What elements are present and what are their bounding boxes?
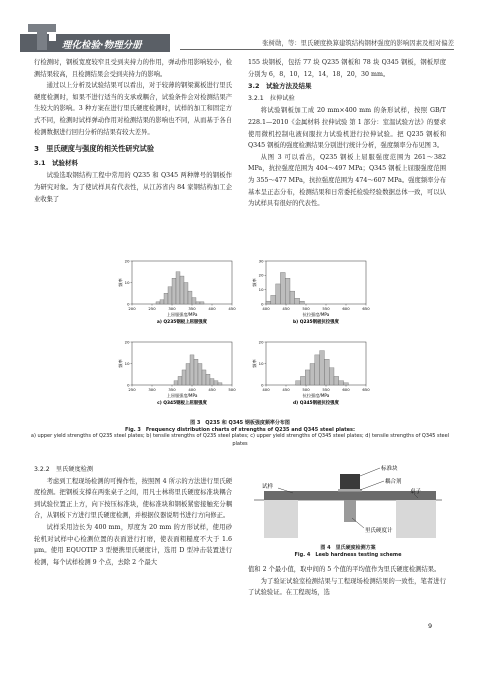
x-tick-label: 650 <box>362 387 370 392</box>
figure-4-diagram <box>248 460 448 542</box>
x-tick-label: 550 <box>322 387 330 392</box>
histogram-bar <box>324 359 329 385</box>
histogram-bar <box>206 374 210 385</box>
histogram-bar <box>334 376 339 385</box>
histogram-bar <box>296 381 301 385</box>
header-logo-t-icon <box>26 22 58 52</box>
histogram-bar <box>198 364 202 386</box>
histogram-bar <box>320 351 325 385</box>
x-tick-label: 400 <box>262 306 270 311</box>
x-tick-label: 250 <box>148 306 156 311</box>
paragraph: 试样采用边长为 400 mm，厚度为 20 mm 的方形试样，使用砂轮机对试样中心检测位置的表面进行打磨，使表面粗糙度不大于 1.6 μm。使用 EQUOTIP 3 型便携里氏硬度计，选用 D 型冲击装置进行检测，每个试样检测 9 个点，去除 2 个最大 <box>34 523 232 566</box>
label-couplant: 耦合剂 <box>385 479 402 485</box>
histogram-bar <box>172 278 176 304</box>
label-leeb-tester: 里氏硬度计 <box>365 528 393 534</box>
paragraph: 从图 3 可以看出，Q235 钢板上屈服强度范围为 261～382 MPa，抗拉强度范围为 404～497 MPa；Q345 钢板上屈服强度范围为 355～477 MPa，抗拉强度范围为 474～607 MPa。强度频率分布基本呈正态分布，检测结果和日常委托检验经验数据总体一致，可以认为试样具有很好的代表性。 <box>248 153 446 208</box>
histogram-bar <box>188 291 192 304</box>
histogram-bar <box>218 383 222 385</box>
histogram-a <box>118 257 238 333</box>
x-axis-label: 上屈服强度/MPa <box>166 393 198 398</box>
couplant-layer <box>338 489 362 492</box>
section-3-1-heading: 3.1 试验材料 <box>34 158 79 167</box>
y-tick-label: 0 <box>261 301 264 307</box>
histogram-bar <box>164 293 168 304</box>
histogram-bar <box>300 376 305 385</box>
x-tick-label: 450 <box>282 306 290 311</box>
paragraph: 通过以上分析及试验结果可以看出，对于较薄的钢梁翼板进行里氏硬度检测时，如果不进行适当的支承或耦合，试验条件会对检测结果产生较大的影响。3 种方案在进行里氏硬度检测时，试样的加工和固定方式不同，检测时试样弹动作用对检测结果的影响也不同，从而基于各自检测数据进行回归分析的结果有较大差异。 <box>34 82 232 136</box>
x-tick-label: 450 <box>228 306 236 311</box>
y-tick-label: 10 <box>258 360 264 366</box>
x-tick-label: 400 <box>262 387 270 392</box>
paragraph: 行检测时，钢板宽度较窄且受到夹持力的作用，弹动作用影响较小，检测结果较高，且检测结果会受到夹持力的影响。 <box>34 59 232 78</box>
paragraph: 试验选取钢结构工程中常用的 Q235 和 Q345 两种牌号的钢板作为研究对象。为了使试样具有代表性，从江苏省内 84 家钢结构加工企业收集了 <box>34 172 232 203</box>
y-tick-label: 10 <box>258 286 264 292</box>
histogram-bar <box>344 383 349 385</box>
y-tick-label: 20 <box>258 339 264 345</box>
y-axis-label: 频率 <box>118 278 123 287</box>
x-tick-label: 600 <box>342 306 350 311</box>
histogram-bar <box>190 355 194 385</box>
x-tick-label: 300 <box>148 387 156 392</box>
histogram-bar <box>178 376 182 385</box>
chart-subtitle: a) Q235钢板上屈服强度 <box>156 320 208 325</box>
header-rule <box>180 49 454 50</box>
header-bar <box>0 34 480 52</box>
histogram-bar <box>271 295 276 304</box>
y-tick-label: 30 <box>258 258 264 264</box>
left-column <box>34 57 232 205</box>
y-tick-label: 20 <box>124 258 130 264</box>
paragraph: 155 块钢板，包括 77 块 Q235 钢板和 78 块 Q345 钢板，钢板厚度分别为 6，8，10，12，14，18，20，30 mm。 <box>248 59 446 78</box>
chart-subtitle: c) Q345钢板上屈服强度 <box>157 401 207 406</box>
x-tick-label: 500 <box>302 387 310 392</box>
x-tick-label: 350 <box>168 387 176 392</box>
x-tick-label: 500 <box>302 306 310 311</box>
histogram-b <box>252 257 372 333</box>
y-axis-label: 频率 <box>118 359 123 368</box>
histogram-bar <box>194 359 198 385</box>
histogram-bar <box>210 379 214 385</box>
histogram-bar <box>305 370 310 385</box>
section-3-2-heading: 3.2 试验方法及结果 <box>248 82 312 91</box>
chart-subtitle: b) Q235钢板抗拉强度 <box>293 320 339 325</box>
histogram-bar <box>156 302 160 304</box>
y-tick-label: 0 <box>127 301 130 307</box>
histogram-bar <box>300 301 305 304</box>
y-axis-label: 频率 <box>252 359 257 368</box>
histogram-bar <box>180 276 184 304</box>
histogram-d <box>252 338 372 414</box>
histogram-bar <box>290 291 295 304</box>
histogram-bar <box>280 272 285 304</box>
leeb-tester <box>344 500 356 522</box>
histogram-bar <box>192 298 196 304</box>
x-tick-label: 650 <box>362 306 370 311</box>
y-tick-label: 20 <box>124 339 130 345</box>
x-tick-label: 600 <box>342 387 350 392</box>
header-logo-text: 理化检验·物理分册 <box>62 40 142 51</box>
y-tick-label: 10 <box>124 279 130 285</box>
histogram-bar <box>184 283 188 305</box>
x-tick-label: 300 <box>168 306 176 311</box>
histogram-bar <box>174 381 178 385</box>
histogram-bar <box>276 284 281 304</box>
x-tick-label: 450 <box>282 387 290 392</box>
x-tick-label: 400 <box>208 306 216 311</box>
histogram-bar <box>176 272 180 304</box>
x-tick-label: 250 <box>128 387 136 392</box>
histogram-bar <box>200 302 204 304</box>
histogram-bar <box>186 364 190 386</box>
x-tick-label: 450 <box>208 387 216 392</box>
histogram-bar <box>310 364 315 386</box>
y-tick-label: 10 <box>124 360 130 366</box>
histogram-bar <box>160 300 164 304</box>
histogram-bar <box>196 302 200 304</box>
page-number: 9 <box>428 622 433 630</box>
x-tick-label: 200 <box>128 306 136 311</box>
y-tick-label: 0 <box>261 382 264 388</box>
running-title: 张树勋，等：里氏硬度换算建筑结构钢材强度的影响因素及相对偏差 <box>262 39 454 47</box>
label-sample: 试样 <box>262 484 274 490</box>
histogram-bar <box>182 370 186 385</box>
figure-4-caption <box>248 544 448 558</box>
table-left <box>264 500 298 538</box>
figure-3-caption <box>30 419 450 448</box>
bottom-left-column <box>34 464 232 568</box>
figure-4-caption-en: Fig. 4 Leeb hardness testing scheme <box>294 552 402 558</box>
x-axis-label: 抗拉强度/MPa <box>302 312 330 317</box>
figure-3-caption-cn: 图 3 Q235 和 Q345 钢板强度频率分布图 <box>190 420 290 426</box>
y-axis-label: 频率 <box>252 278 257 287</box>
paragraph: 值和 2 个最小值，取中间的 5 个值的平均值作为里氏硬度检测结果。 <box>248 566 441 573</box>
section-3-heading: 3 里氏硬度与强度的相关性研究试验 <box>34 144 155 154</box>
label-table: 桌子 <box>410 489 422 495</box>
paragraph: 为了验证试验室检测结果与工程现场检测结果的一致性，笔者进行了试验验证。在工程现场，选 <box>248 577 446 597</box>
label-standard-block: 标准块 <box>381 466 398 472</box>
y-tick-label: 0 <box>127 382 130 388</box>
histogram-bar <box>266 301 271 304</box>
right-column <box>248 57 446 210</box>
figure-3-caption-en-body: a) upper yield strengths of Q235 steel plates; b) tensile strengths of Q235 steel plates; c) upper yield strengths of Q345 steel plates; d) tensile strengths of Q345 steel plates <box>30 433 450 447</box>
histogram-c <box>118 338 238 414</box>
standard-block <box>340 474 360 491</box>
section-3-2-2-heading: 3.2.2 里氏硬度检测 <box>34 466 94 473</box>
histogram-bar <box>168 287 172 304</box>
figure-3-caption-en-title: Fig. 3 Frequency distribution charts of strengths of Q235 and Q345 steel plates: <box>125 427 355 433</box>
paragraph: 考虑到工程现场检测的可操作性，按照图 4 所示的方法进行里氏硬度检测。把钢板支撑在两张桌子之间，用凡士林将里氏硬度标准块耦合到试验位置正上方，向下按压标准块，使标准块和钢板紧密接触充分耦合，从钢板下方进行里氏硬度检测，并根据仪器说明书进行方向修正。 <box>34 477 232 520</box>
figure-4-caption-cn: 图 4 里氏硬度检测方案 <box>320 545 376 551</box>
histogram-bar <box>202 370 206 385</box>
histogram-bar <box>315 355 320 385</box>
x-axis-label: 抗拉强度/MPa <box>302 393 330 398</box>
histogram-bar <box>295 298 300 304</box>
bottom-right-column <box>248 564 446 599</box>
table-right <box>396 500 436 538</box>
x-tick-label: 500 <box>228 387 236 392</box>
histogram-bar <box>214 381 218 385</box>
x-axis-label: 上屈服强度/MPa <box>166 312 198 317</box>
histogram-bar <box>285 278 290 304</box>
section-3-2-1-heading: 3.2.1 拉伸试验 <box>248 94 295 102</box>
x-tick-label: 550 <box>322 306 330 311</box>
y-tick-label: 20 <box>258 272 264 278</box>
x-tick-label: 400 <box>188 387 196 392</box>
paragraph: 将试验钢板加工成 20 mm×400 mm 的条形试样，按照 GB/T 228.1—2010《金属材料 拉伸试验 第 1 部分：室温试验方法》的要求使用微机控制电液伺服拉力试验机进行拉伸试验。把 Q235 钢板和 Q345 钢板的强度检测结果分别进行统计分析，强度频率分布见图 3。 <box>248 107 446 150</box>
histogram-bar <box>339 381 344 385</box>
x-tick-label: 350 <box>188 306 196 311</box>
chart-subtitle: d) Q345钢板抗拉强度 <box>293 401 339 406</box>
histogram-bar <box>329 368 334 385</box>
